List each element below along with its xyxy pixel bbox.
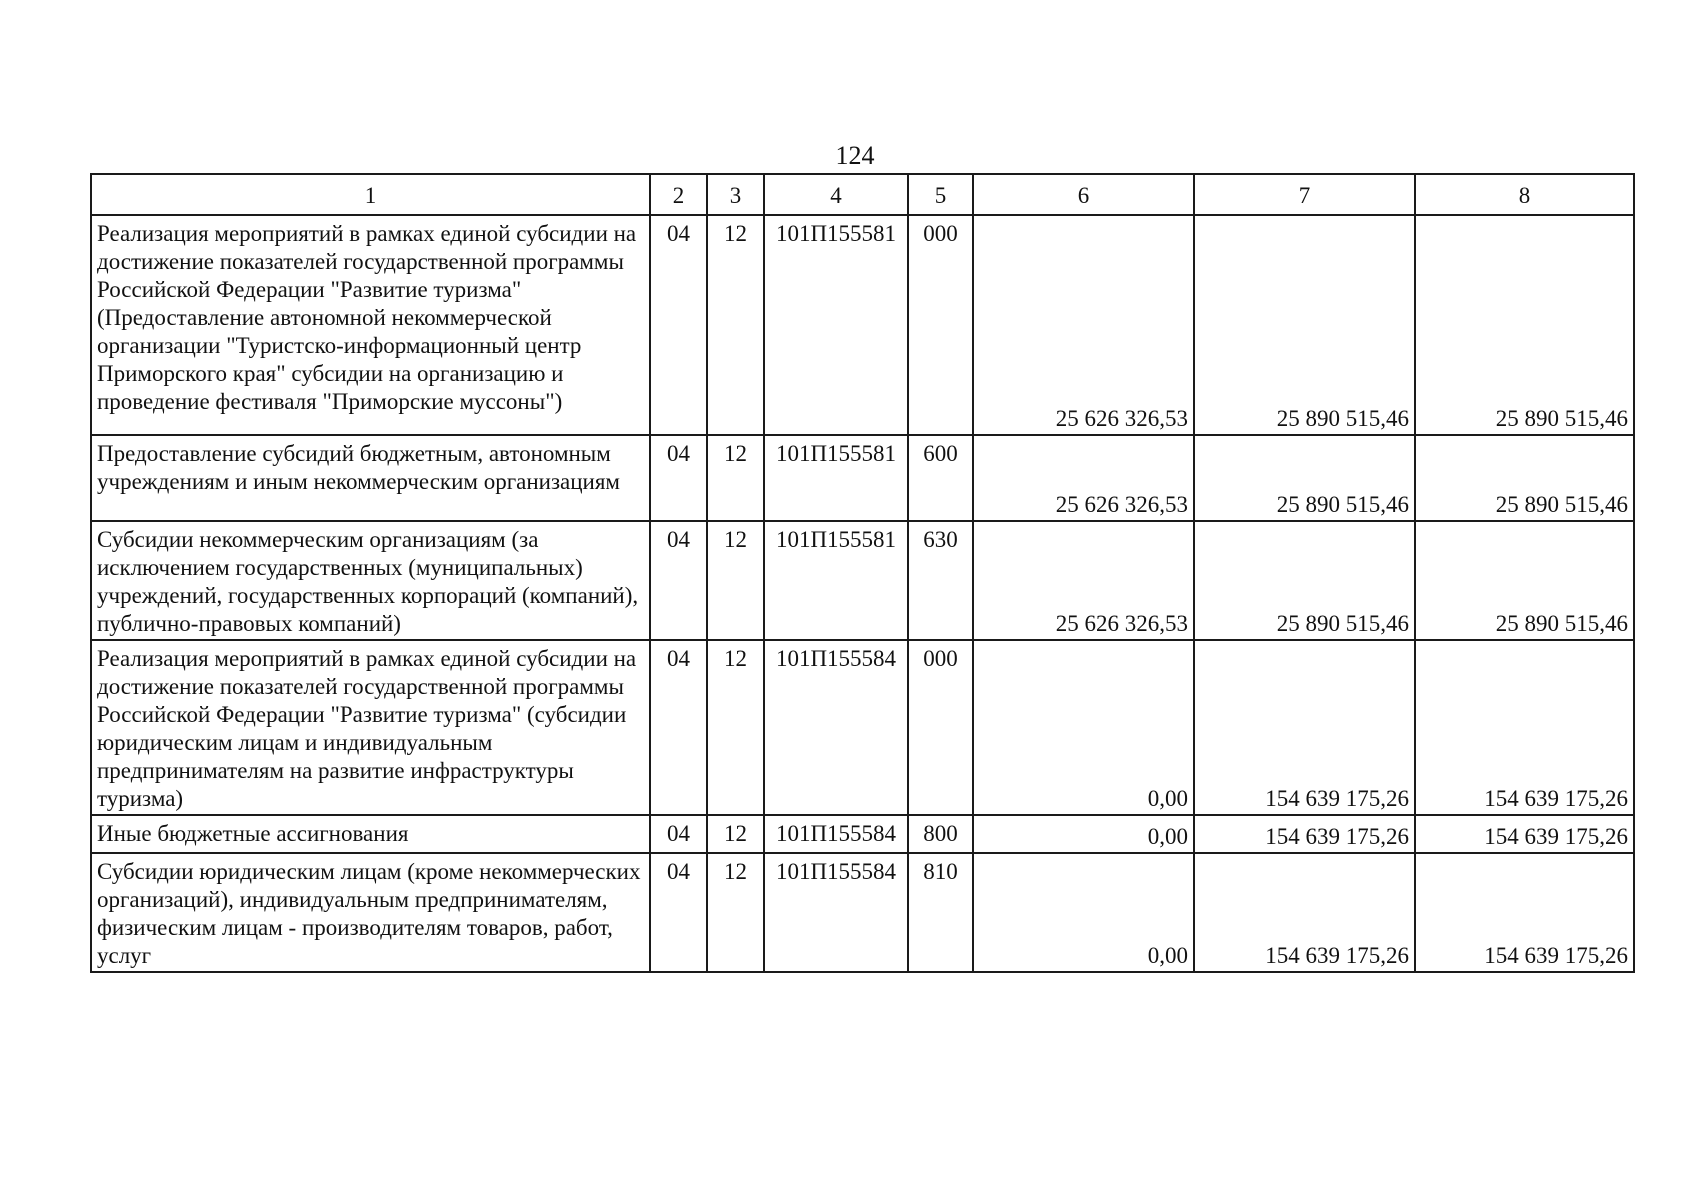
target-article-code: 101П155581 bbox=[764, 215, 908, 435]
amount-col6: 25 626 326,53 bbox=[973, 435, 1194, 521]
amount-col8: 25 890 515,46 bbox=[1415, 435, 1634, 521]
budget-table bbox=[90, 173, 1635, 973]
section-code: 04 bbox=[650, 640, 707, 815]
amount-col6: 25 626 326,53 bbox=[973, 521, 1194, 640]
row-name: Субсидии некоммерческим организациям (за исключением государственных (муниципальных) учреждений, государственных корпораций (компаний), публично-правовых компаний) bbox=[91, 521, 650, 640]
section-code: 04 bbox=[650, 435, 707, 521]
amount-col8: 154 639 175,26 bbox=[1415, 853, 1634, 972]
page-number: 124 bbox=[835, 141, 875, 170]
column-header: 8 bbox=[1415, 174, 1634, 215]
amount-col7: 154 639 175,26 bbox=[1194, 640, 1415, 815]
column-header: 5 bbox=[908, 174, 973, 215]
target-article-code: 101П155584 bbox=[764, 640, 908, 815]
target-article-code: 101П155581 bbox=[764, 521, 908, 640]
table-row bbox=[91, 215, 1634, 435]
amount-col7: 154 639 175,26 bbox=[1194, 853, 1415, 972]
amount-col8: 25 890 515,46 bbox=[1415, 215, 1634, 435]
target-article-code: 101П155584 bbox=[764, 853, 908, 972]
row-name: Реализация мероприятий в рамках единой субсидии на достижение показателей государственной программы Российской Федерации "Развитие туризма" (Предоставление автономной некоммерческой организации "Туристско-информационный центр Приморского края" субсидии на организацию и проведение фестиваля "Приморские муссоны") bbox=[91, 215, 650, 435]
amount-col8: 154 639 175,26 bbox=[1415, 815, 1634, 853]
table-row bbox=[91, 815, 1634, 853]
expense-type-code: 600 bbox=[908, 435, 973, 521]
table-row bbox=[91, 853, 1634, 972]
row-name: Иные бюджетные ассигнования bbox=[91, 815, 650, 853]
table-row bbox=[91, 521, 1634, 640]
amount-col6: 0,00 bbox=[973, 853, 1194, 972]
column-header: 7 bbox=[1194, 174, 1415, 215]
section-code: 04 bbox=[650, 853, 707, 972]
subsection-code: 12 bbox=[707, 815, 764, 853]
column-header: 4 bbox=[764, 174, 908, 215]
section-code: 04 bbox=[650, 521, 707, 640]
amount-col6: 0,00 bbox=[973, 815, 1194, 853]
section-code: 04 bbox=[650, 815, 707, 853]
section-code: 04 bbox=[650, 215, 707, 435]
table-row bbox=[91, 640, 1634, 815]
row-name: Предоставление субсидий бюджетным, автономным учреждениям и иным некоммерческим организациям bbox=[91, 435, 650, 521]
target-article-code: 101П155584 bbox=[764, 815, 908, 853]
amount-col8: 25 890 515,46 bbox=[1415, 521, 1634, 640]
row-name: Реализация мероприятий в рамках единой субсидии на достижение показателей государственной программы Российской Федерации "Развитие туризма" (субсидии юридическим лицам и индивидуальным предпринимателям на развитие инфраструктуры туризма) bbox=[91, 640, 650, 815]
row-name: Субсидии юридическим лицам (кроме некоммерческих организаций), индивидуальным предпринимателям, физическим лицам - производителям товаров, работ, услуг bbox=[91, 853, 650, 972]
amount-col7: 25 890 515,46 bbox=[1194, 215, 1415, 435]
expense-type-code: 000 bbox=[908, 215, 973, 435]
column-header: 2 bbox=[650, 174, 707, 215]
subsection-code: 12 bbox=[707, 521, 764, 640]
target-article-code: 101П155581 bbox=[764, 435, 908, 521]
expense-type-code: 800 bbox=[908, 815, 973, 853]
amount-col7: 25 890 515,46 bbox=[1194, 521, 1415, 640]
amount-col8: 154 639 175,26 bbox=[1415, 640, 1634, 815]
subsection-code: 12 bbox=[707, 215, 764, 435]
expense-type-code: 000 bbox=[908, 640, 973, 815]
amount-col7: 25 890 515,46 bbox=[1194, 435, 1415, 521]
subsection-code: 12 bbox=[707, 640, 764, 815]
expense-type-code: 630 bbox=[908, 521, 973, 640]
column-header: 6 bbox=[973, 174, 1194, 215]
table-row bbox=[91, 435, 1634, 521]
header-row bbox=[91, 174, 1634, 215]
subsection-code: 12 bbox=[707, 435, 764, 521]
amount-col6: 25 626 326,53 bbox=[973, 215, 1194, 435]
amount-col6: 0,00 bbox=[973, 640, 1194, 815]
subsection-code: 12 bbox=[707, 853, 764, 972]
amount-col7: 154 639 175,26 bbox=[1194, 815, 1415, 853]
column-header: 1 bbox=[91, 174, 650, 215]
column-header: 3 bbox=[707, 174, 764, 215]
expense-type-code: 810 bbox=[908, 853, 973, 972]
